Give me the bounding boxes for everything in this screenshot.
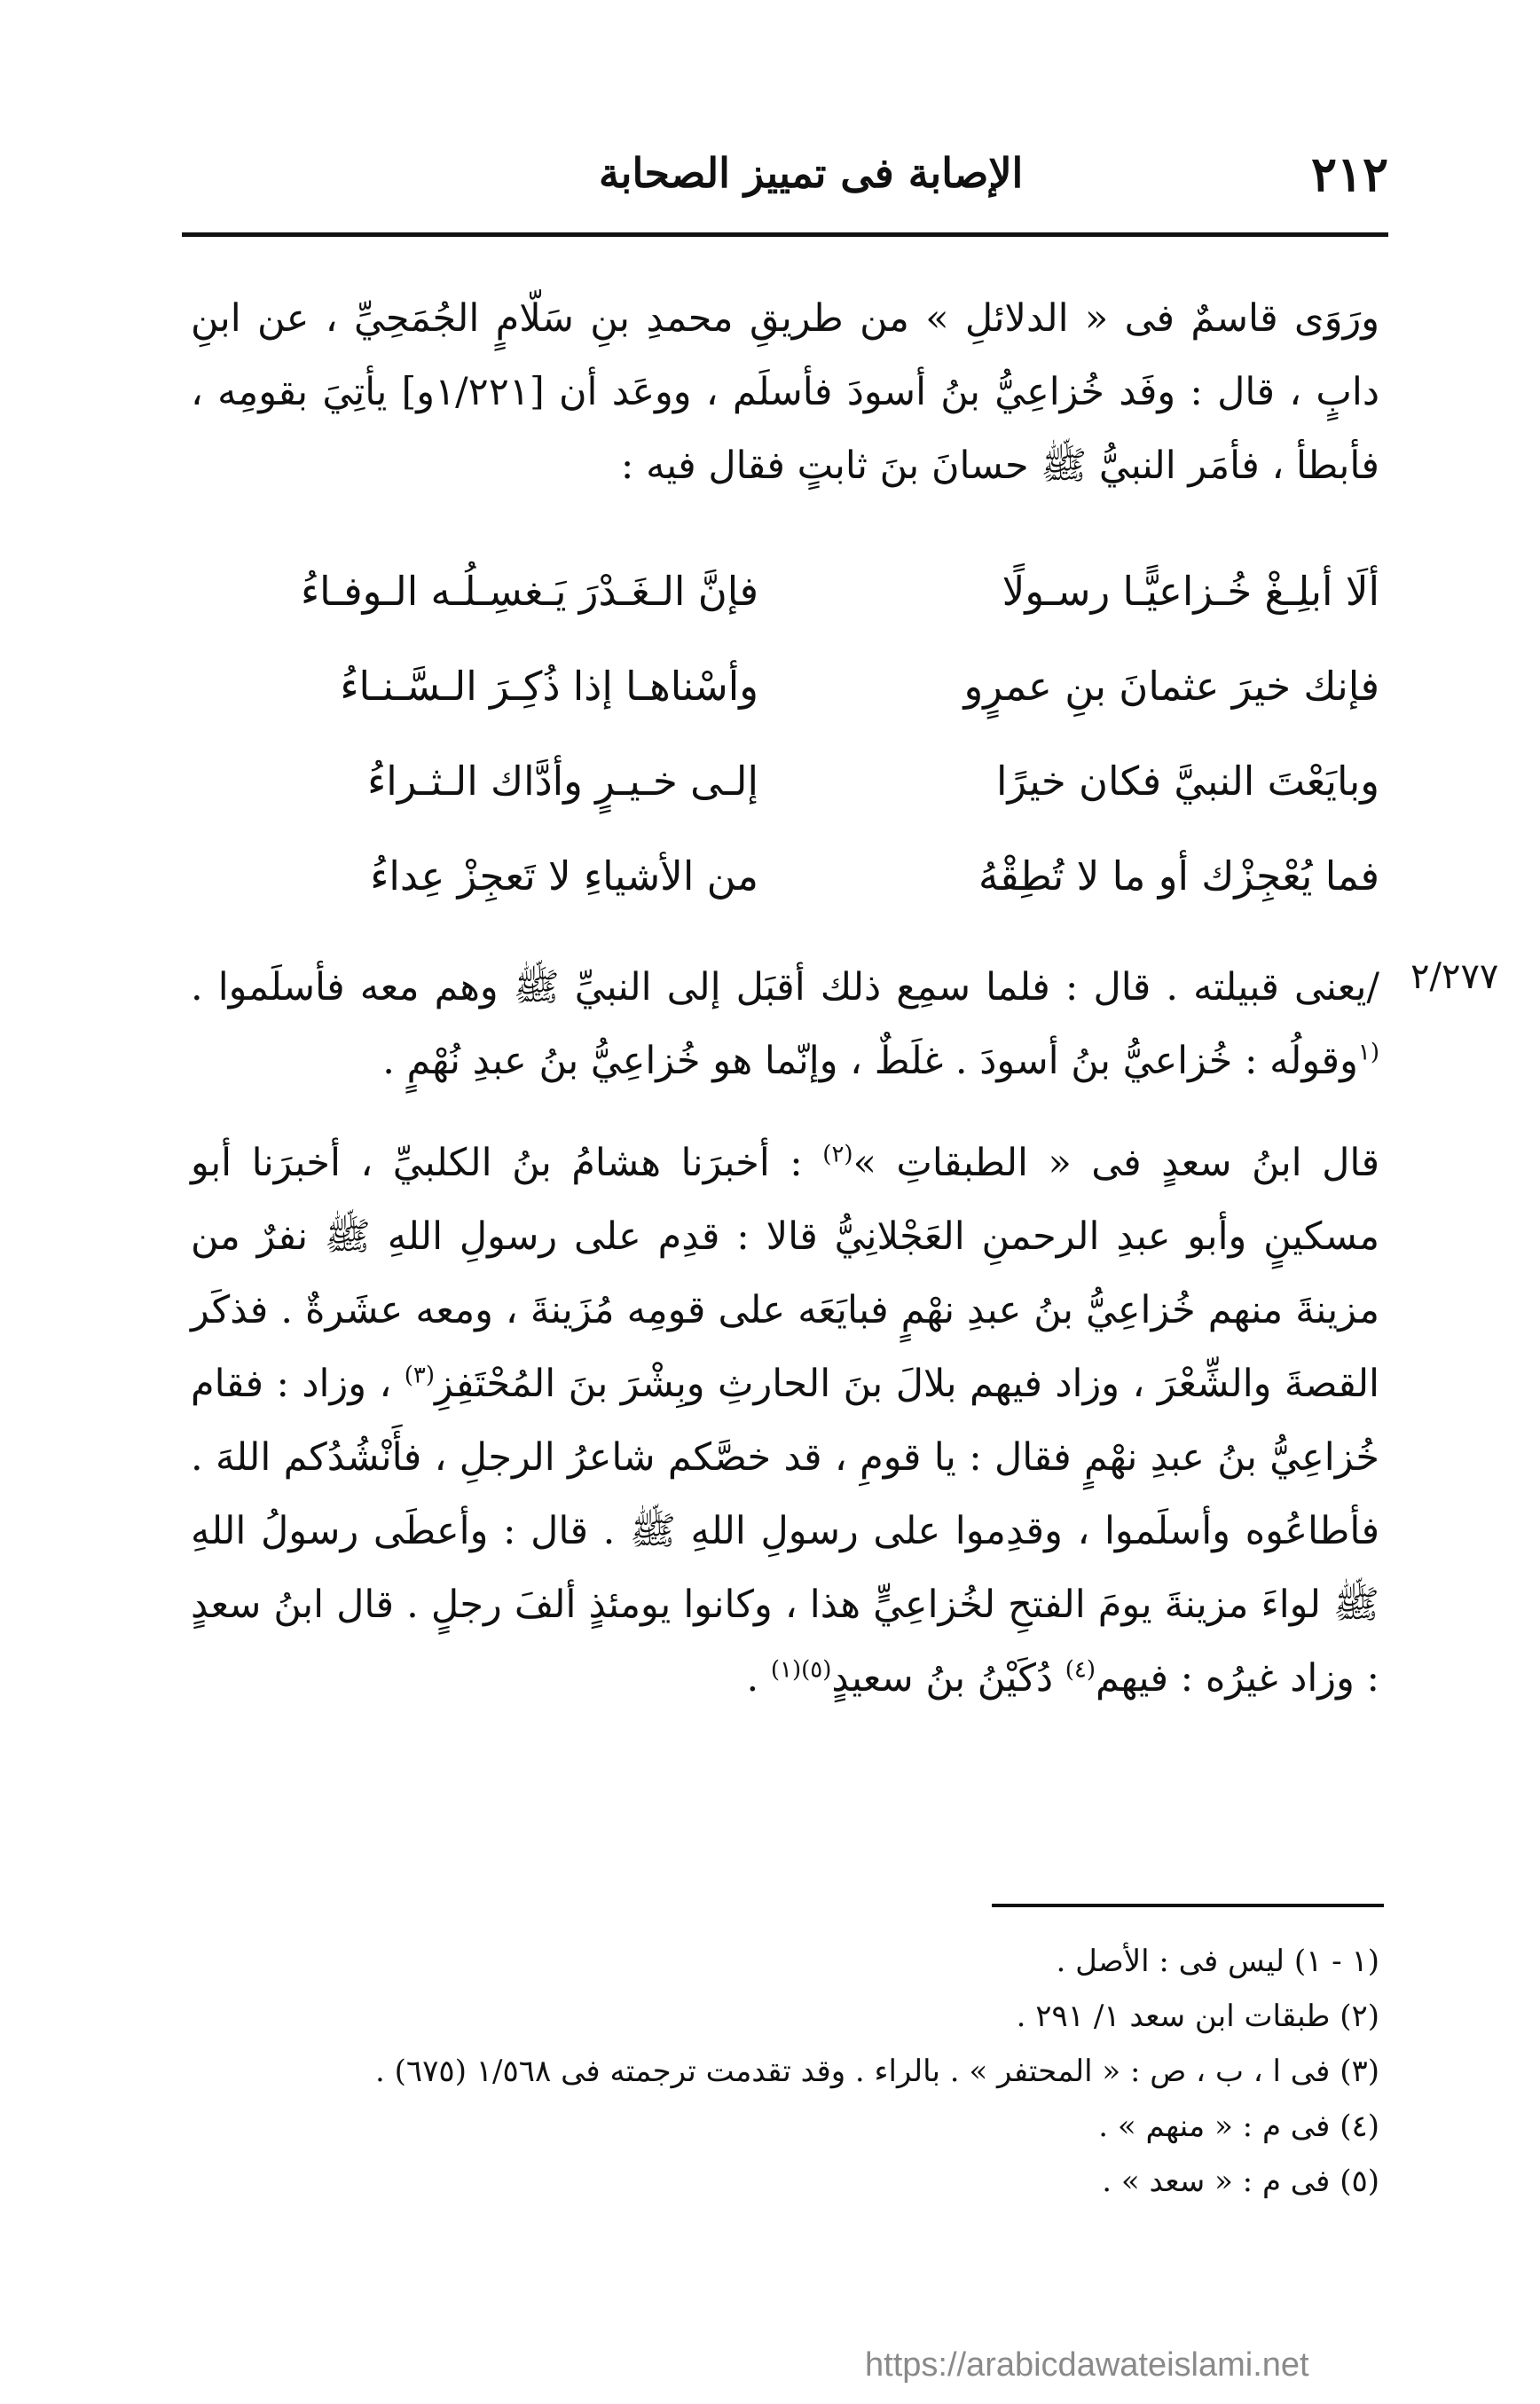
- footnotes: [191, 1934, 1379, 2209]
- poem-verse: [191, 568, 1379, 663]
- paragraph-intro: ورَوَى قاسمٌ فى « الدلائلِ » من طريقِ محمدِ بنِ سَلّامٍ الجُمَحِيِّ ، عن ابنِ دابٍ ، قال : وفَد خُزاعِيُّ بنُ أسودَ فأسلَم ، ووعَد أن [١/٢٢١و] يأتِيَ بقومِه ، فأبطأ ، فأمَر النبيُّ ﷺ حسانَ بنَ ثابتٍ فقال فيه :: [191, 296, 1379, 488]
- footnote-marker: (١: [1357, 1039, 1379, 1066]
- paragraph-ibn-saad: [191, 1127, 1379, 1716]
- verse-first-hemistich: فما يُعْجِزْك أو ما لا تُطِقْهُ: [978, 852, 1379, 900]
- paragraph-text: قال ابنُ سعدٍ فى « الطبقاتِ »: [852, 1141, 1380, 1185]
- verse-second-hemistich: فإنَّ الـغَـدْرَ يَـغسِـلُـه الـوفـاءُ: [301, 568, 758, 615]
- paragraph-text: دُكَيْنُ بنُ سعيدٍ: [831, 1656, 1065, 1701]
- footnote: (٢) طبقات ابن سعد ١/ ٢٩١ .: [1016, 1999, 1379, 2034]
- footnote-marker: (٣): [404, 1362, 436, 1389]
- footnote: (٤) فى م : « منهم » .: [1098, 2109, 1379, 2144]
- verse-first-hemistich: وبايَعْتَ النبيَّ فكان خيرًا: [995, 758, 1379, 805]
- margin-reference: ٢/٢٧٧: [1410, 956, 1499, 997]
- verse-first-hemistich: ألَا أبلِـغْ خُـزاعيًّـا رسـولًا: [1002, 568, 1379, 615]
- footnote: (١ - ١) ليس فى : الأصل .: [1056, 1944, 1379, 1979]
- verse-first-hemistich: فإنك خيرَ عثمانَ بنِ عمرٍو: [963, 663, 1379, 710]
- poem-verse: [191, 852, 1379, 947]
- header-rule: [182, 232, 1388, 237]
- poem: [191, 568, 1379, 947]
- verse-second-hemistich: إلـى خـيـرٍ وأدَّاك الـثـراءُ: [367, 758, 758, 805]
- paragraph-text: وقولُه : خُزاعيُّ بنُ أسودَ . غلَطٌ ، وإنّما هو خُزاعِيُّ بنُ عبدِ نُهْمٍ .: [382, 1039, 1358, 1083]
- paragraph-text: .: [746, 1656, 771, 1701]
- verse-second-hemistich: وأسْناهـا إذا ذُكِـرَ الـسَّـنـاءُ: [340, 663, 758, 710]
- footnote: (٣) فى ا ، ب ، ص : « المحتفر » . بالراء . وقد تقدمت ترجمته فى ١/٥٦٨ (٦٧٥) .: [375, 2054, 1379, 2089]
- footnote-marker: (٤): [1065, 1656, 1096, 1684]
- footnote-marker: (٢): [822, 1141, 853, 1168]
- paragraph-text: /يعنى قبيلته . قال : فلما سمِع ذلك أقبَل إلى النبيِّ ﷺ وهم معه فأسلَموا .: [191, 965, 1379, 1010]
- footnote-rule: [992, 1904, 1384, 1907]
- running-title: الإصابة فى تمييز الصحابة: [599, 149, 1024, 197]
- paragraph-tribe: [191, 951, 1379, 1098]
- poem-verse: [191, 758, 1379, 852]
- verse-second-hemistich: من الأشياءِ لا تَعجِزْ عِداءُ: [370, 852, 758, 900]
- page-number: ٢١٢: [1310, 145, 1388, 202]
- page-header: [182, 142, 1388, 213]
- watermark-url: https://arabicdawateislami.net: [865, 2346, 1309, 2384]
- footnote-marker: (٥)(١): [770, 1656, 832, 1684]
- footnote: (٥) فى م : « سعد » .: [1102, 2164, 1379, 2199]
- paragraph-text: : أخبرَنا هشامُ بنُ الكلبيِّ ، أخبرَنا أبو مسكينٍ وأبو عبدِ الرحمنِ العَجْلانِيُّ قالا : قدِم على رسولِ اللهِ ﷺ نفرٌ من مزينةَ منهم خُزاعِيُّ بنُ عبدِ نهْمٍ فبايَعَه على قومِه مُزَينةَ ، ومعه عشَرةٌ . فذكَر القصةَ والشِّعْرَ ، وزاد فيهم بلالَ بنَ الحارثِ وبِشْرَ بنَ المُحْتَفِزِ: [191, 1141, 1379, 1406]
- paragraph-text: ، وزاد : فقام خُزاعِيُّ بنُ عبدِ نهْمٍ فقال : يا قومِ ، قد خصَّكم شاعرُ الرجلِ ، فأَنْشُدُكم اللهَ . فأطاعُوه وأسلَموا ، وقدِموا على رسولِ اللهِ ﷺ . قال : وأعطَى رسولُ اللهِ ﷺ لواءَ مزينةَ يومَ الفتحِ لخُزاعِيٍّ هذا ، وكانوا يومئذٍ ألفَ رجلٍ . قال ابنُ سعدٍ : وزاد غيرُه : فيهم: [191, 1362, 1379, 1701]
- poem-verse: [191, 663, 1379, 758]
